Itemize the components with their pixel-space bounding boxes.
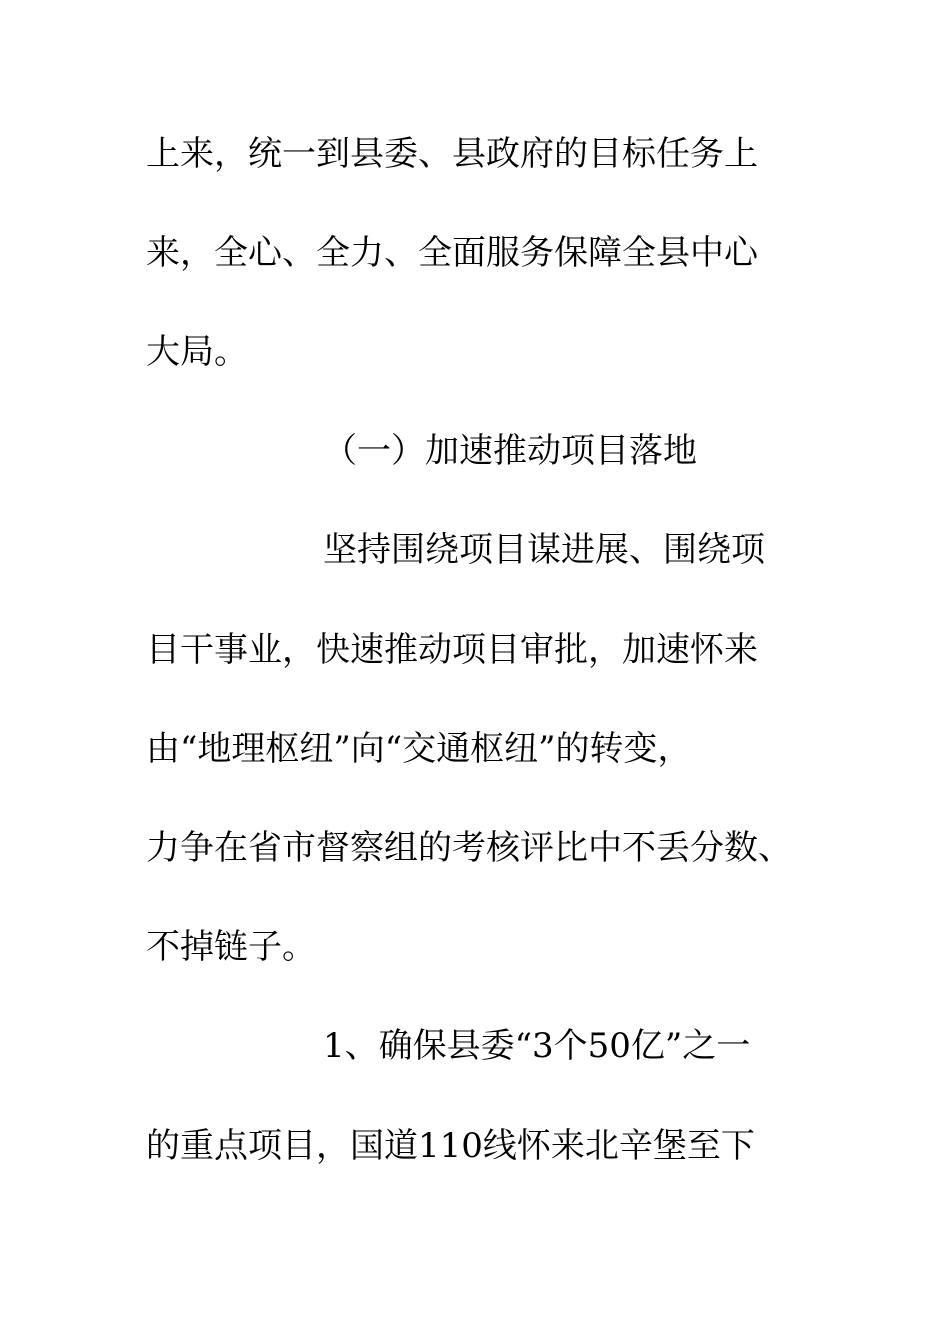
body-text-line: 目干事业，快速推动项目审批，加速怀来 — [146, 630, 758, 670]
body-text-line: 不掉链子。 — [146, 927, 316, 967]
body-text-line: 来，全心、全力、全面服务保障全县中心 — [146, 233, 758, 273]
paragraph-first-line: 坚持围绕项目谋进展、围绕项 — [323, 530, 765, 570]
body-text-line: 力争在省市督察组的考核评比中不丢分数、 — [146, 828, 792, 868]
list-item-first-line: 1、确保县委“3个50亿”之一 — [323, 1026, 751, 1066]
body-text-line: 由“地理枢纽”向“交通枢纽”的转变， — [146, 729, 692, 769]
body-text-line: 大局。 — [146, 332, 248, 372]
section-heading: （一）加速推动项目落地 — [323, 431, 697, 471]
body-text-line: 的重点项目，国道110线怀来北辛堡至下 — [146, 1126, 755, 1166]
body-text-line: 上来，统一到县委、县政府的目标任务上 — [146, 134, 758, 174]
